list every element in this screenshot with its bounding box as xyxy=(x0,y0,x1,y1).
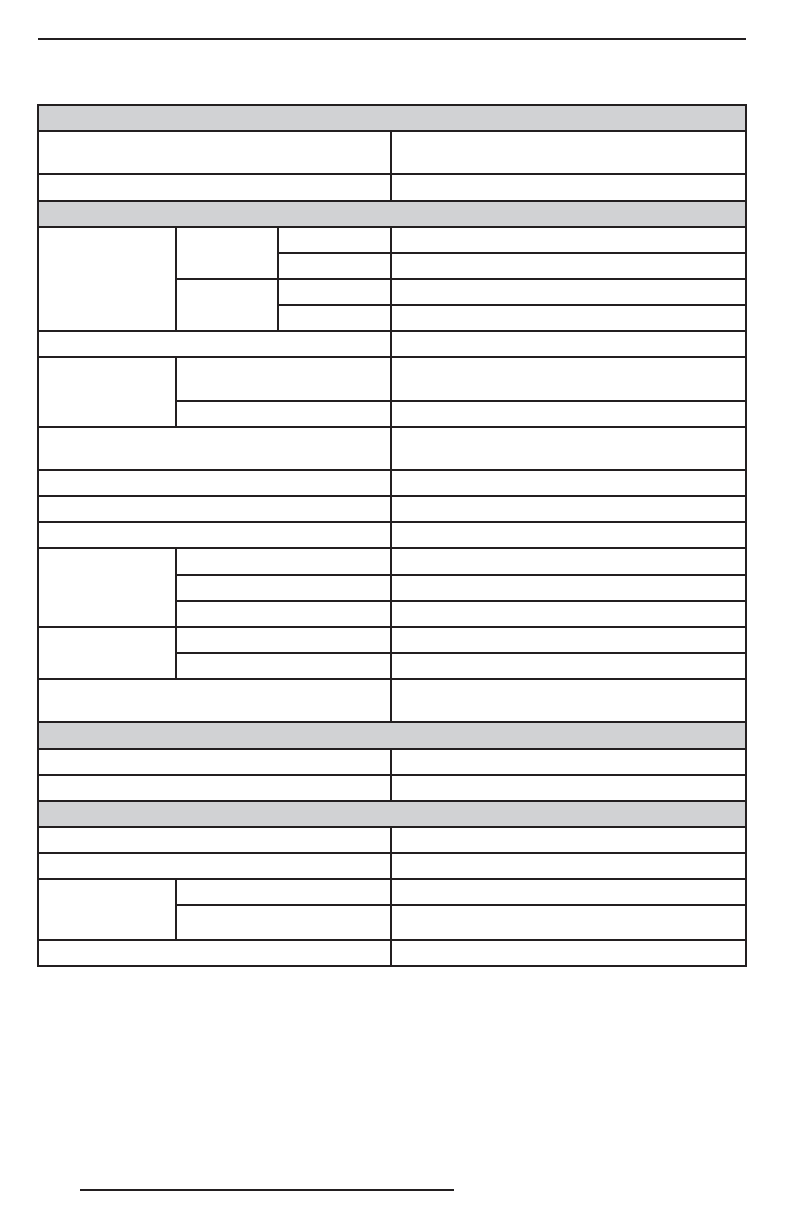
spec-value-cell xyxy=(391,331,746,357)
spec-value-cell xyxy=(391,401,746,427)
table-row xyxy=(38,827,746,853)
spec-label-cell xyxy=(176,401,391,427)
spec-label-cell xyxy=(278,279,391,305)
spec-subgroup-cell xyxy=(176,227,278,279)
table-row xyxy=(38,679,746,722)
spec-value-cell xyxy=(391,879,746,905)
spec-label-cell xyxy=(38,522,391,548)
spec-group-cell xyxy=(38,357,176,426)
table-row xyxy=(38,470,746,496)
spec-value-cell xyxy=(391,279,746,305)
spec-label-cell xyxy=(38,427,391,470)
spec-value-cell xyxy=(391,827,746,853)
spec-label-cell xyxy=(38,775,391,801)
table-row xyxy=(38,879,746,905)
table-row xyxy=(38,227,746,253)
spec-label-cell xyxy=(38,749,391,775)
spec-value-cell xyxy=(391,853,746,879)
spec-group-cell xyxy=(38,227,176,332)
spec-value-cell xyxy=(391,470,746,496)
table-row xyxy=(38,131,746,174)
spec-value-cell xyxy=(391,627,746,653)
table-row xyxy=(38,722,746,748)
spec-value-cell xyxy=(391,940,746,966)
spec-group-cell xyxy=(38,548,176,626)
table-row xyxy=(38,105,746,131)
section-header xyxy=(38,801,746,827)
spec-label-cell xyxy=(38,940,391,966)
spec-value-cell xyxy=(391,775,746,801)
table-row xyxy=(38,522,746,548)
spec-label-cell xyxy=(176,601,391,627)
spec-value-cell xyxy=(391,427,746,470)
spec-value-cell xyxy=(391,905,746,939)
table-row xyxy=(38,496,746,522)
spec-label-cell xyxy=(176,879,391,905)
spec-label-cell xyxy=(278,305,391,331)
spec-value-cell xyxy=(391,131,746,174)
spec-label-cell xyxy=(176,905,391,939)
spec-value-cell xyxy=(391,679,746,722)
spec-label-cell xyxy=(38,853,391,879)
spec-value-cell xyxy=(391,601,746,627)
spec-label-cell xyxy=(38,174,391,200)
table-row xyxy=(38,427,746,470)
spec-value-cell xyxy=(391,522,746,548)
spec-label-cell xyxy=(176,653,391,679)
spec-group-cell xyxy=(38,879,176,939)
table-row xyxy=(38,331,746,357)
spec-value-cell xyxy=(391,496,746,522)
spec-label-cell xyxy=(278,227,391,253)
spec-value-cell xyxy=(391,749,746,775)
table-row xyxy=(38,775,746,801)
table-row xyxy=(38,853,746,879)
spec-label-cell xyxy=(176,548,391,574)
spec-label-cell xyxy=(176,575,391,601)
table-row xyxy=(38,548,746,574)
table-row xyxy=(38,201,746,227)
table-row xyxy=(38,749,746,775)
spec-value-cell xyxy=(391,575,746,601)
spec-label-cell xyxy=(176,627,391,653)
table-row xyxy=(38,940,746,966)
section-header xyxy=(38,201,746,227)
spec-label-cell xyxy=(38,496,391,522)
footer-rule xyxy=(80,1189,454,1191)
spec-value-cell xyxy=(391,253,746,279)
header-rule xyxy=(38,38,746,40)
spec-label-cell xyxy=(38,827,391,853)
spec-value-cell xyxy=(391,653,746,679)
spec-value-cell xyxy=(391,548,746,574)
spec-value-cell xyxy=(391,227,746,253)
table-row xyxy=(38,174,746,200)
specifications-table xyxy=(37,104,747,967)
spec-label-cell xyxy=(38,470,391,496)
table-row xyxy=(38,627,746,653)
table-row xyxy=(38,357,746,400)
spec-subgroup-cell xyxy=(176,279,278,331)
spec-label-cell xyxy=(176,357,391,400)
spec-label-cell xyxy=(38,679,391,722)
spec-label-cell xyxy=(38,331,391,357)
spec-value-cell xyxy=(391,305,746,331)
spec-label-cell xyxy=(278,253,391,279)
table-row xyxy=(38,801,746,827)
spec-label-cell xyxy=(38,131,391,174)
spec-value-cell xyxy=(391,357,746,400)
spec-group-cell xyxy=(38,627,176,679)
section-header xyxy=(38,722,746,748)
section-header xyxy=(38,105,746,131)
spec-value-cell xyxy=(391,174,746,200)
